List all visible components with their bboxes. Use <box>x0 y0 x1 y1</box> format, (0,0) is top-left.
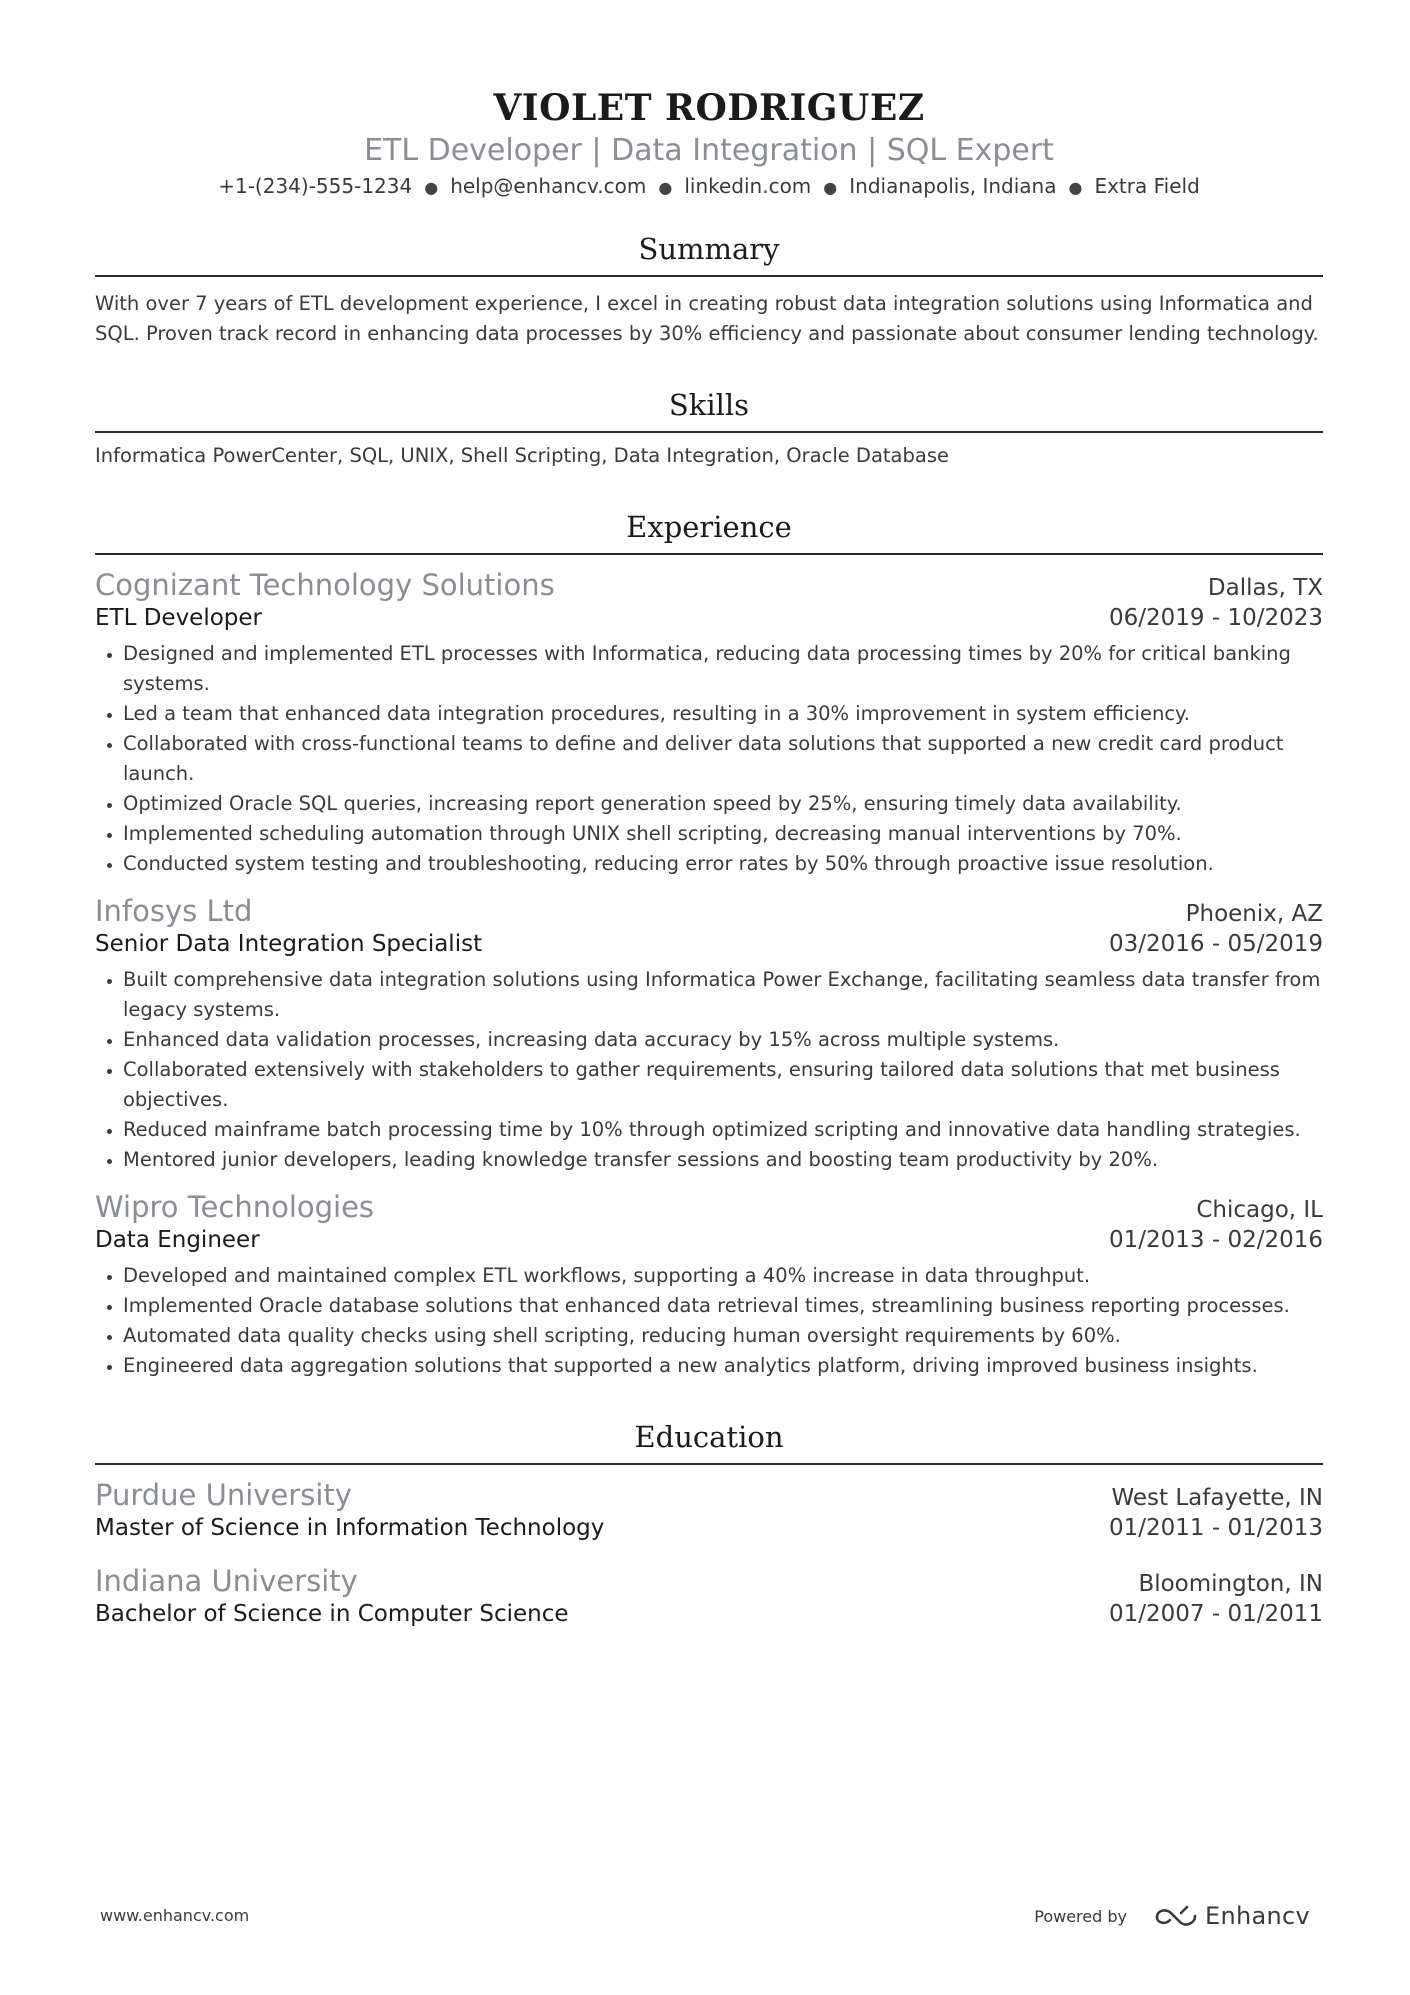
job-location: Chicago, IL <box>1196 1197 1323 1223</box>
summary-text: With over 7 years of ETL development experience, I excel in creating robust data integration solutions using Informatica and SQL. Proven track record in enhancing data processes by 30% efficiency and passionate about consumer lending technology. <box>95 292 1319 345</box>
job-dates: 06/2019 - 10/2023 <box>1108 605 1323 631</box>
bullet-item: • Engineered data aggregation solutions that supported a new analytics platform, driving improved business insights. <box>123 1351 1323 1381</box>
contact-extra: Extra Field <box>1094 174 1200 198</box>
job-bullets <box>95 965 1323 1175</box>
bullet-item: • Reduced mainframe batch processing time by 10% through optimized scripting and innovative data handling strategies. <box>123 1115 1323 1145</box>
job-dates: 03/2016 - 05/2019 <box>1108 931 1323 957</box>
bullet-item: • Implemented Oracle database solutions that enhanced data retrieval times, streamlining business reporting processes. <box>123 1291 1323 1321</box>
section-heading-summary: Summary <box>95 231 1323 277</box>
contact-linkedin[interactable]: linkedin.com <box>684 174 812 198</box>
job-role: Data Engineer <box>95 1227 260 1253</box>
job-bullets <box>95 639 1323 879</box>
contact-email[interactable]: help@enhancv.com <box>450 174 647 198</box>
school-name: Purdue University <box>95 1478 352 1512</box>
job-role: Senior Data Integration Specialist <box>95 931 483 957</box>
bullet-item: • Designed and implemented ETL processes with Informatica, reducing data processing times by 20% for critical banking systems. <box>123 639 1323 699</box>
bullet-separator-icon: ● <box>658 178 673 197</box>
education-dates: 01/2011 - 01/2013 <box>1108 1515 1323 1541</box>
education-dates: 01/2007 - 01/2011 <box>1108 1601 1323 1627</box>
contact-phone: +1-(234)-555-1234 <box>218 174 413 198</box>
section-heading-education: Education <box>95 1419 1323 1465</box>
footer-url[interactable]: www.enhancv.com <box>100 1906 250 1925</box>
company-name: Cognizant Technology Solutions <box>95 568 555 602</box>
contact-line <box>95 172 1323 202</box>
school-location: West Lafayette, IN <box>1111 1485 1323 1511</box>
bullet-item: • Collaborated extensively with stakeholders to gather requirements, ensuring tailored data solutions that met business objectives. <box>123 1055 1323 1115</box>
bullet-item: • Mentored junior developers, leading knowledge transfer sessions and boosting team productivity by 20%. <box>123 1145 1323 1175</box>
job-role: ETL Developer <box>95 605 262 631</box>
company-name: Infosys Ltd <box>95 894 253 928</box>
powered-by <box>1034 1902 1310 1930</box>
experience-entry <box>95 893 1323 1175</box>
degree: Master of Science in Information Technology <box>95 1515 605 1541</box>
bullet-item: • Optimized Oracle SQL queries, increasing report generation speed by 25%, ensuring timely data availability. <box>123 789 1323 819</box>
contact-location: Indianapolis, Indiana <box>849 174 1057 198</box>
resume-header <box>95 86 1323 202</box>
powered-by-label: Powered by <box>1034 1906 1127 1926</box>
experience-section <box>95 509 1323 1381</box>
skills-section <box>95 387 1323 471</box>
bullet-separator-icon: ● <box>424 178 439 197</box>
enhancv-logo-icon[interactable] <box>1153 1902 1310 1930</box>
bullet-separator-icon: ● <box>1068 178 1083 197</box>
bullet-item: • Automated data quality checks using shell scripting, reducing human oversight requirements by 60%. <box>123 1321 1323 1351</box>
page-footer <box>100 1902 1310 1932</box>
job-dates: 01/2013 - 02/2016 <box>1108 1227 1323 1253</box>
brand-name: Enhancv <box>1204 1902 1310 1930</box>
education-entry <box>95 1477 1323 1543</box>
bullet-item: • Enhanced data validation processes, increasing data accuracy by 15% across multiple systems. <box>123 1025 1323 1055</box>
degree: Bachelor of Science in Computer Science <box>95 1601 569 1627</box>
school-name: Indiana University <box>95 1564 358 1598</box>
education-entry <box>95 1563 1323 1629</box>
bullet-item: • Implemented scheduling automation through UNIX shell scripting, decreasing manual interventions by 70%. <box>123 819 1323 849</box>
section-heading-skills: Skills <box>95 387 1323 433</box>
school-location: Bloomington, IN <box>1138 1571 1323 1597</box>
skills-text: Informatica PowerCenter, SQL, UNIX, Shell Scripting, Data Integration, Oracle Database <box>95 444 949 467</box>
company-name: Wipro Technologies <box>95 1190 375 1224</box>
resume-page <box>95 0 1323 1629</box>
candidate-name: VIOLET RODRIGUEZ <box>493 87 925 129</box>
experience-entry <box>95 1189 1323 1381</box>
experience-entry <box>95 567 1323 879</box>
bullet-item: • Conducted system testing and troubleshooting, reducing error rates by 50% through proactive issue resolution. <box>123 849 1323 879</box>
enhancv-logo-icon <box>1153 1904 1199 1928</box>
job-location: Phoenix, AZ <box>1185 901 1323 927</box>
bullet-item: • Led a team that enhanced data integration procedures, resulting in a 30% improvement in system efficiency. <box>123 699 1323 729</box>
bullet-item: • Developed and maintained complex ETL workflows, supporting a 40% increase in data throughput. <box>123 1261 1323 1291</box>
job-location: Dallas, TX <box>1207 575 1323 601</box>
bullet-item: • Collaborated with cross-functional teams to define and deliver data solutions that supported a new credit card product launch. <box>123 729 1323 789</box>
candidate-title: ETL Developer | Data Integration | SQL Expert <box>364 133 1054 168</box>
job-bullets <box>95 1261 1323 1381</box>
education-section <box>95 1419 1323 1629</box>
section-heading-experience: Experience <box>95 509 1323 555</box>
summary-section <box>95 231 1323 349</box>
bullet-item: • Built comprehensive data integration solutions using Informatica Power Exchange, facilitating seamless data transfer from legacy systems. <box>123 965 1323 1025</box>
bullet-separator-icon: ● <box>823 178 838 197</box>
